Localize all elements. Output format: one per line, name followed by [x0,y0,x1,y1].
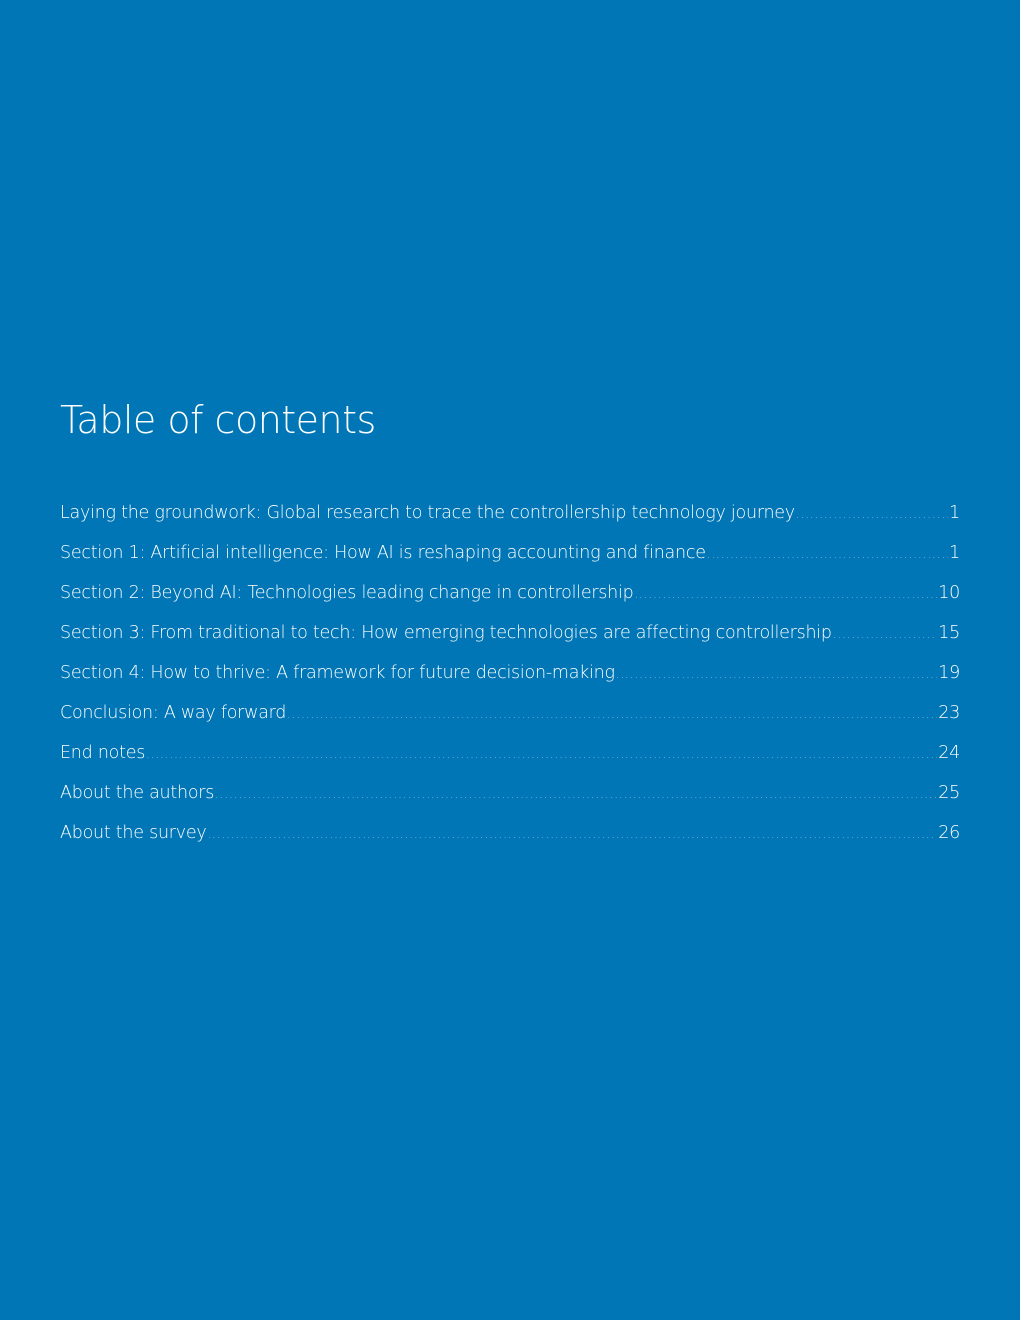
toc-entry-section-1[interactable] [60,539,960,579]
dot-leader [207,821,937,849]
table-of-contents [60,499,960,859]
toc-entry-page-number: 1 [949,503,960,523]
toc-entry-label: Section 3: From traditional to tech: How emerging technologies are affecting controllership [60,623,832,643]
dot-leader [707,541,948,569]
toc-entry-about-authors[interactable] [60,779,960,819]
toc-entry-page-number: 1 [949,543,960,563]
toc-entry-page-number: 15 [938,623,960,643]
dot-leader [146,741,937,769]
toc-entry-conclusion[interactable] [60,699,960,739]
toc-entry-label: End notes [60,743,146,763]
dot-leader [616,661,937,689]
dot-leader [634,581,937,609]
toc-entry-label: Section 2: Beyond AI: Technologies leading change in controllership [60,583,634,603]
toc-entry-page-number: 10 [938,583,960,603]
toc-entry-label: Conclusion: A way forward [60,703,287,723]
toc-entry-label: About the authors [60,783,215,803]
dot-leader [796,501,948,529]
toc-entry-page-number: 23 [938,703,960,723]
toc-entry-section-3[interactable] [60,619,960,659]
toc-entry-section-4[interactable] [60,659,960,699]
toc-entry-groundwork[interactable] [60,499,960,539]
toc-entry-label: Laying the groundwork: Global research to trace the controllership technology journey [60,503,795,523]
toc-entry-page-number: 24 [938,743,960,763]
toc-entry-page-number: 19 [938,663,960,683]
toc-entry-page-number: 26 [938,823,960,843]
dot-leader [833,621,937,649]
toc-entry-label: Section 1: Artificial intelligence: How AI is reshaping accounting and finance [60,543,706,563]
page-title: Table of contents [60,398,376,442]
toc-entry-end-notes[interactable] [60,739,960,779]
toc-entry-label: About the survey [60,823,207,843]
toc-entry-about-survey[interactable] [60,819,960,859]
dot-leader [215,781,937,809]
toc-entry-page-number: 25 [938,783,960,803]
toc-entry-label: Section 4: How to thrive: A framework for future decision-making [60,663,615,683]
toc-entry-section-2[interactable] [60,579,960,619]
dot-leader [287,701,937,729]
